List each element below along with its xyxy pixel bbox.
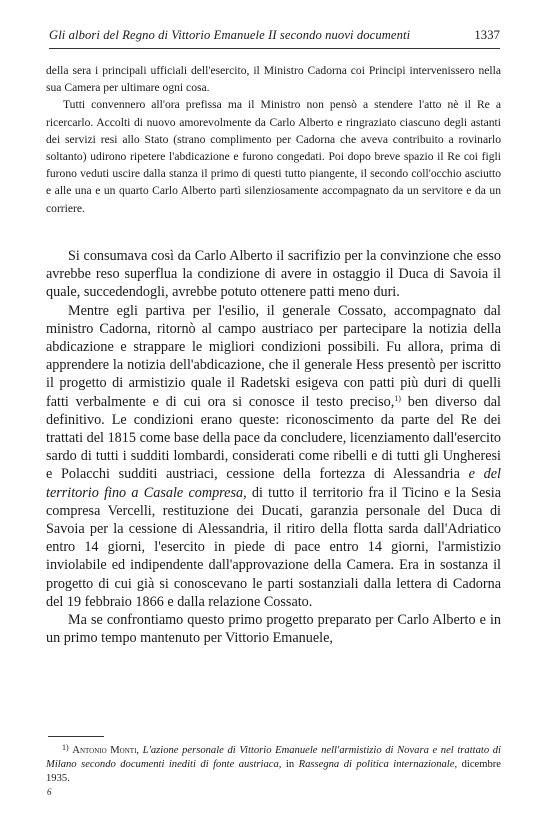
small-paragraph: Tutti convennero all'ora prefissa ma il Ministro non pensò a stendere l'atto nè il Re a ricercarlo. Accolti di nuovo amorevolmente da Carlo Alberto e ringraziato ciascuno degli astanti dei servizi resi allo Stato (strano complimento per Cadorna che aveva contribuito a rovinarlo soltanto) udirono ripetere l'abdicazione e furono congedati. Poi dopo breve spazio il Re coi figli furono veduti uscire dalla stanza il primo di questi tutto piangente, il secondo coll'occhio asciutto e alle una e un quarto Carlo Alberto partì silenziosamente accompagnato da un servitore e da un corriere. bbox=[46, 98, 501, 215]
running-title: Gli albori del Regno di Vittorio Emanuele II secondo nuovi documenti bbox=[49, 28, 411, 42]
footnote-mark: 1) bbox=[62, 743, 69, 752]
footnote-author: Antonio Monti, bbox=[72, 745, 140, 756]
signature-mark: 6 bbox=[47, 787, 52, 797]
footnote-date: dicembre 1935. bbox=[46, 759, 501, 784]
footnote bbox=[46, 741, 501, 786]
p2-text-a: Mentre egli partiva per l'esilio, il generale Cossato, accompagnato dal ministro Cadorna, ritornò al campo austriaco per partecipare la notizia della abdicazione e strappare le migliori condizioni possibili. Fu allora, prima di apprendere la notizia dell'abdicazione, che il generale Hess presentò per iscritto il progetto di armistizio quale il Radetski esigeva con patti più duri di quelli fatti verbalmente e di cui ora si conosce il testo preciso, bbox=[46, 302, 501, 410]
footnote-title: L'azione personale di Vittorio Emanuele nell'armistizio di Novara e nel trattato di Milano secondo documenti inediti di fonte austriaca, bbox=[46, 745, 501, 770]
running-header bbox=[49, 28, 500, 43]
footnote-connector: in bbox=[281, 759, 299, 770]
p2-text-c: di tutto il territorio fra il Ticino e la Sesia compresa Vercelli, restituzione dei Ducati, garanzia personale del Duca di Savoia per la cessione di Alessandria, il ritiro della flotta sarda dall'Adriatico entro 14 giorni, l'esercito in piede di pace entro 14 giorni, l'armistizio inviolabile ed indipendente dall'approvazione della Camera. Era in sostanza il progetto di cui già si conoscevano le parti sostanziali dalla lettera di Cadorna del 19 febbraio 1866 e dalla relazione Cossato. bbox=[46, 484, 501, 610]
small-type-block bbox=[46, 62, 501, 217]
header-rule bbox=[49, 48, 500, 49]
footnote-reference[interactable]: 1) bbox=[394, 393, 401, 403]
p2-emphasis: e del territorio fino a Casale compresa, bbox=[46, 466, 501, 501]
main-paragraph-3: Ma se confrontiamo questo primo progetto preparato per Carlo Alberto e in un primo tempo mantenuto per Vittorio Emanuele, bbox=[46, 612, 501, 647]
main-paragraph-2 bbox=[46, 302, 501, 611]
page-number: 1337 bbox=[474, 28, 500, 42]
footnote-rule bbox=[48, 736, 104, 737]
main-paragraph-1: Si consumava così da Carlo Alberto il sacrifizio per la convinzione che esso avrebbe reso superflua la condizione di avere in ostaggio il Duca di Savoia il quale, succedendogli, avrebbe potuto ottenere patti meno duri. bbox=[46, 248, 501, 301]
p2-text-b: ben diverso dal definitivo. Le condizioni erano queste: riconoscimento da parte del Re dei trattati del 1815 come base della pace da concludere, licenziamento dall'esercito sardo di tutti i sudditi lombardi, considerati come ribelli e di tutti gli Ungheresi e Polacchi sudditi austriaci, cessione della fortezza di Alessandria bbox=[46, 393, 501, 483]
footnote-journal: Rassegna di politica internazionale, bbox=[298, 759, 458, 770]
main-text-block bbox=[46, 247, 501, 647]
small-paragraph-continued: della sera i principali ufficiali dell'esercito, il Ministro Cadorna coi Principi intervenissero nella sua Camera per ultimare ogni cosa. bbox=[46, 64, 501, 95]
